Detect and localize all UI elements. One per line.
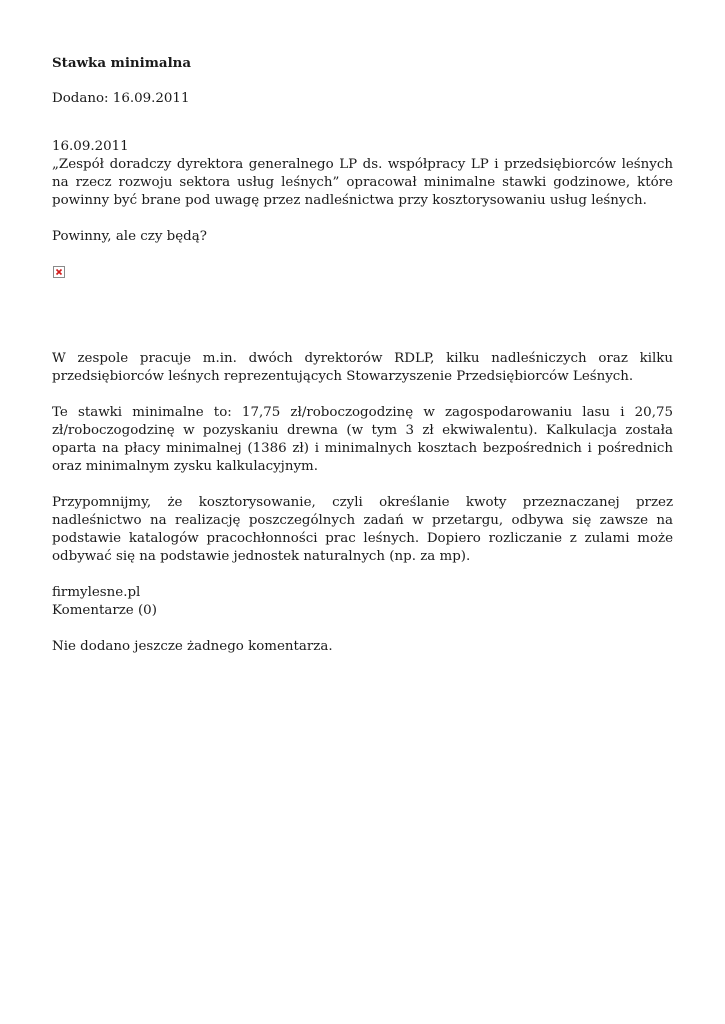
source-link[interactable]: firmylesne.pl bbox=[52, 585, 141, 600]
added-date: Dodano: 16.09.2011 bbox=[52, 91, 190, 106]
no-comments-message: Nie dodano jeszcze żadnego komentarza. bbox=[52, 639, 333, 654]
paragraph-rates: Te stawki minimalne to: 17,75 zł/roboczogodzinę w zagospodarowaniu lasu i 20,75 zł/roboczogodzinę w pozyskaniu drewna (w tym 3 zł ekwiwalentu). Kalkulacja została oparta na płacy minimalnej (1386 zł) i minimalnych kosztach bezpośrednich i pośrednich oraz minimalnym zysku kalkulacyjnym. bbox=[52, 405, 673, 474]
paragraph-team: W zespole pracuje m.in. dwóch dyrektorów RDLP, kilku nadleśniczych oraz kilku przedsiębiorców leśnych reprezentujących Stowarzyszenie Przedsiębiorców Leśnych. bbox=[52, 351, 673, 384]
intro-paragraph bbox=[52, 138, 673, 210]
source-block bbox=[52, 584, 673, 620]
intro-text: „Zespół doradczy dyrektora generalnego LP ds. współpracy LP i przedsiębiorców leśnych na rzecz rozwoju sektora usług leśnych” opracował minimalne stawki godzinowe, które powinny być brane pod uwagę przez nadleśnictwa przy kosztorysowaniu usług leśnych. bbox=[52, 157, 673, 208]
comments-link[interactable]: Komentarze (0) bbox=[52, 603, 157, 618]
paragraph-costing: Przypomnijmy, że kosztorysowanie, czyli określanie kwoty przeznaczanej przez nadleśnictwo na realizację poszczególnych zadań w przetargu, odbywa się zawsze na podstawie katalogów pracochłonności prac leśnych. Dopiero rozliczanie z zulami może odbywać się na podstawie jednostek naturalnych (np. za mp). bbox=[52, 495, 673, 564]
broken-image-icon bbox=[53, 266, 65, 278]
article bbox=[52, 54, 673, 674]
image-container bbox=[52, 264, 673, 350]
article-date: 16.09.2011 bbox=[52, 139, 129, 154]
article-title: Stawka minimalna bbox=[52, 55, 192, 71]
question-paragraph: Powinny, ale czy będą? bbox=[52, 229, 207, 244]
